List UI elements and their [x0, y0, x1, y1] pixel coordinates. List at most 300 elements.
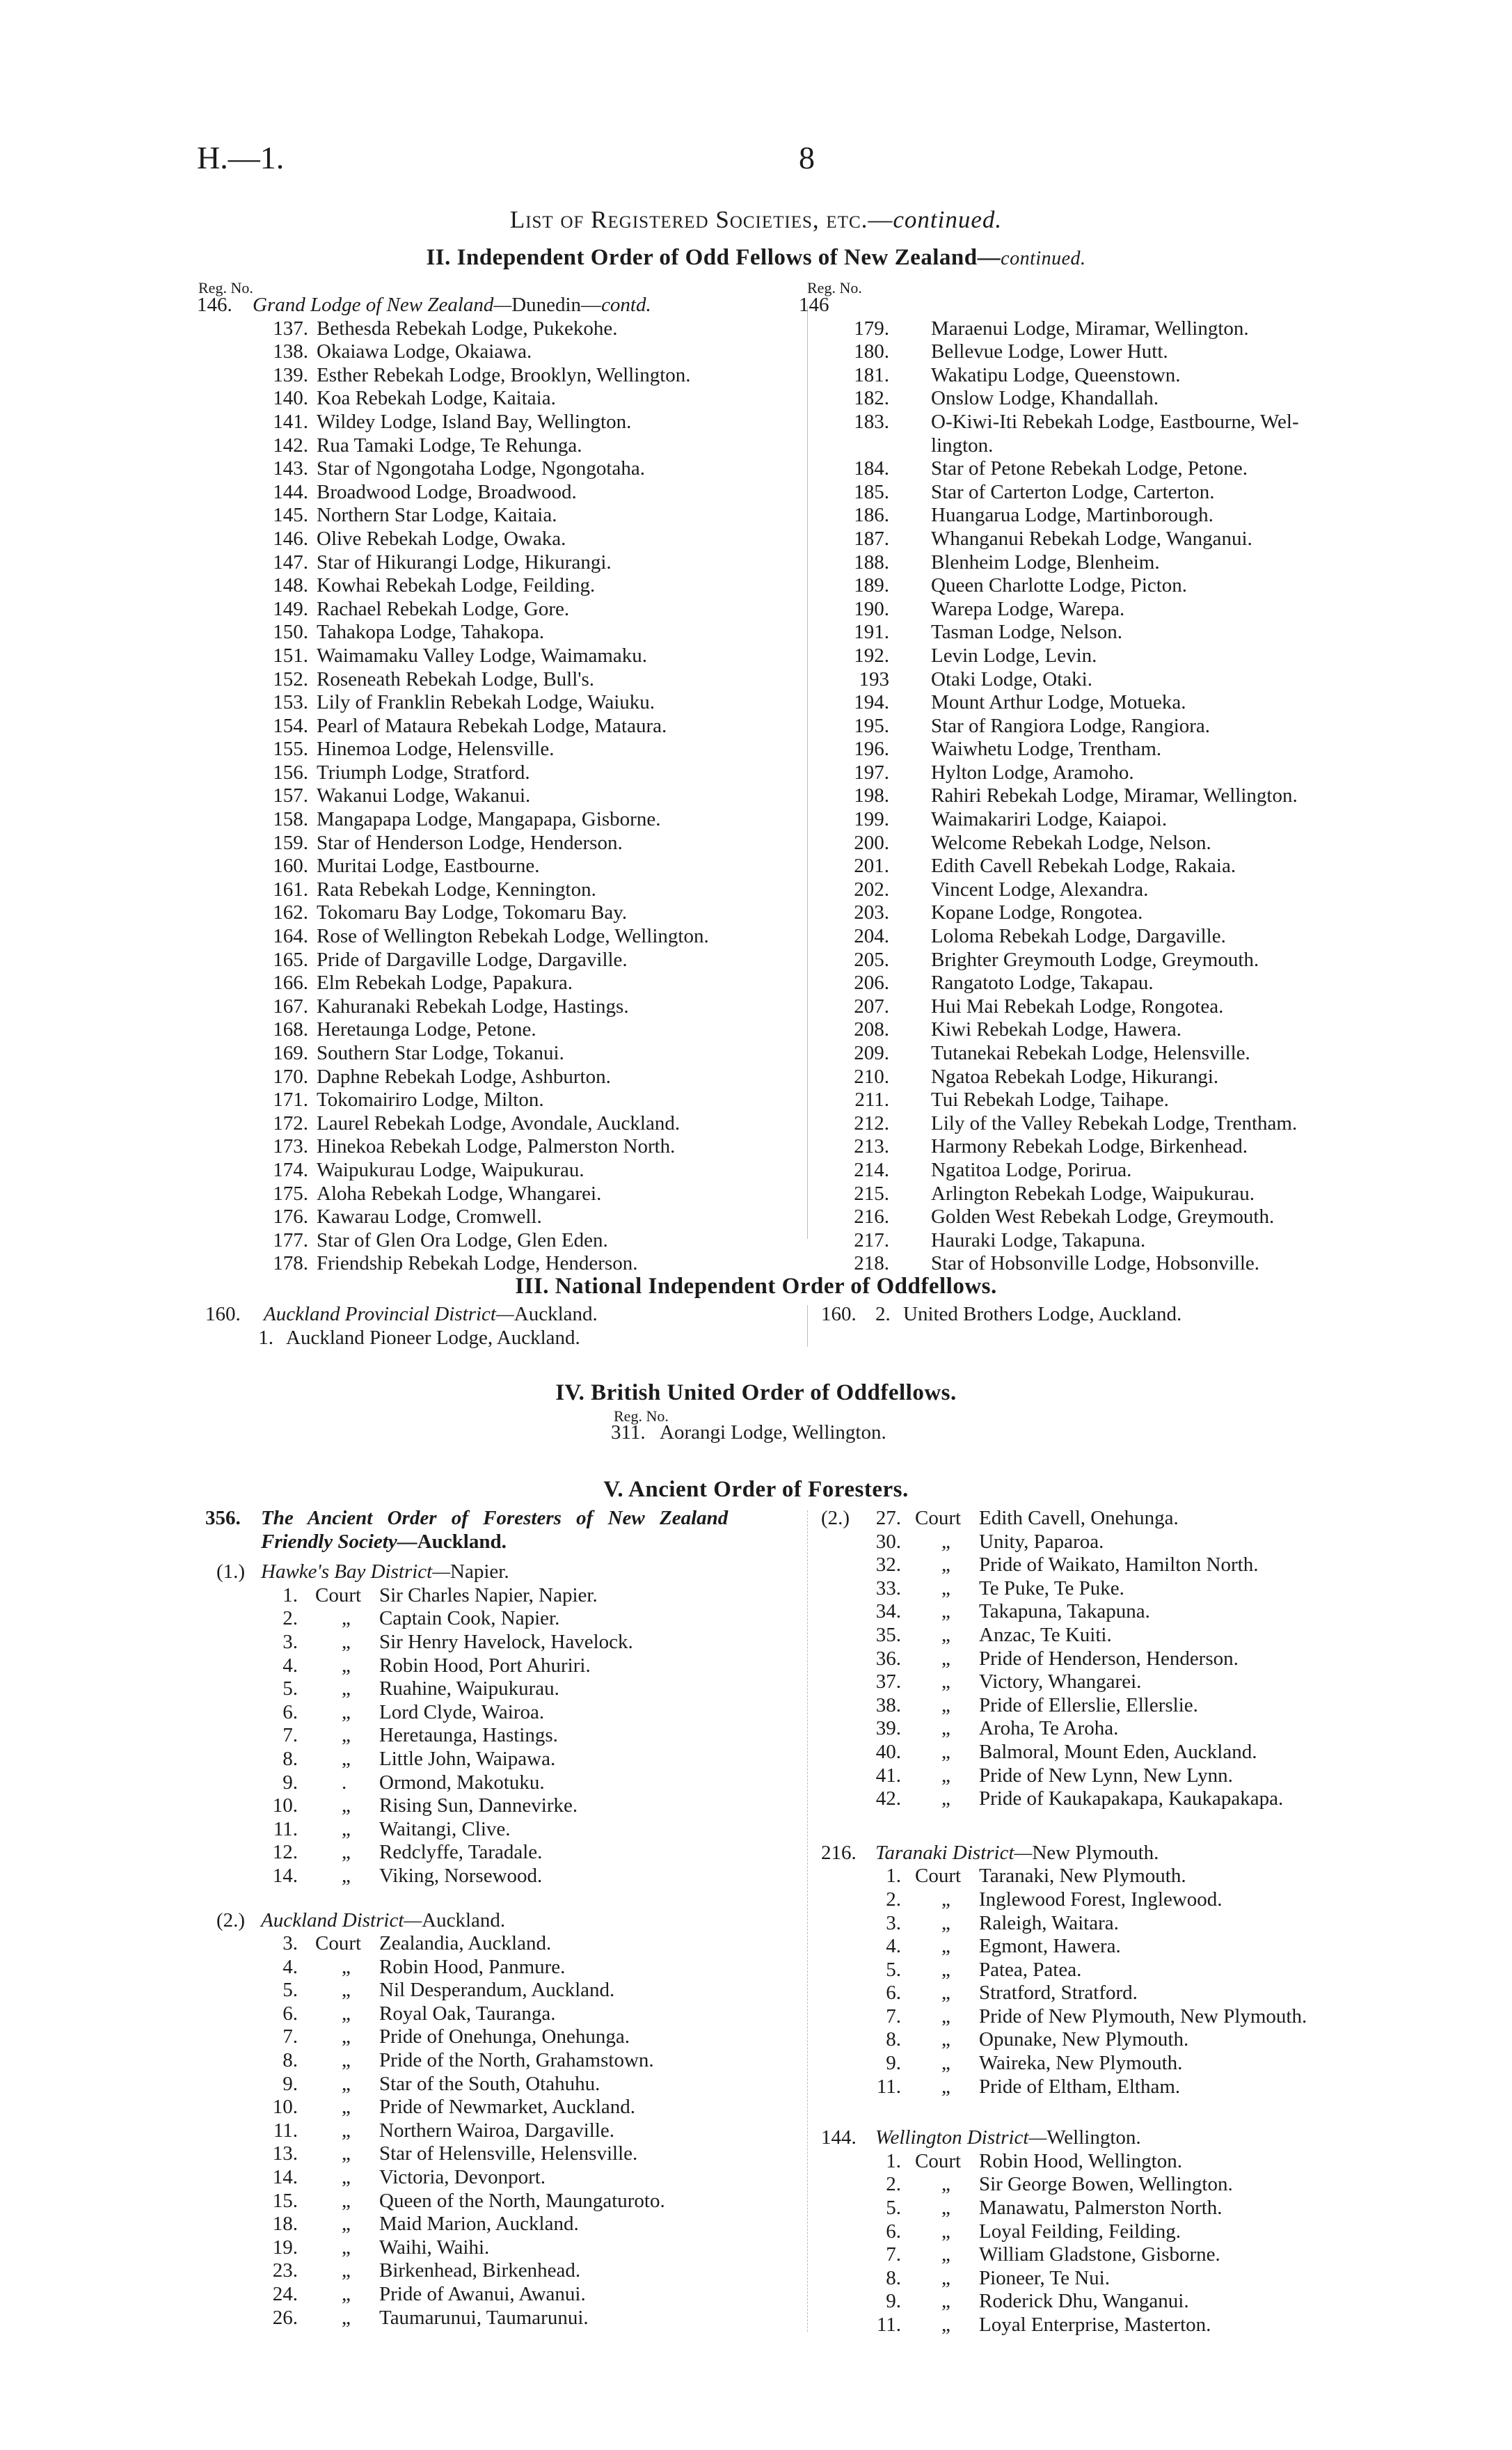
entry-text: Onslow Lodge, Khandallah.	[931, 387, 1159, 410]
entry-text: Tasman Lodge, Nelson.	[931, 621, 1123, 644]
entry-number: 158.	[273, 808, 308, 831]
court-number: 18.	[272, 2213, 298, 2236]
list-item	[799, 878, 1425, 902]
list-item	[799, 1089, 1425, 1112]
court-number: 11.	[876, 2075, 901, 2098]
court-name: Inglewood Forest, Inglewood.	[979, 1888, 1223, 1911]
list-item	[197, 715, 809, 738]
entry-number: 160.	[205, 1303, 241, 1325]
list-item	[197, 995, 809, 1019]
court-item	[197, 2307, 809, 2330]
list-item	[197, 668, 809, 692]
list-item	[799, 784, 1425, 808]
entry-number: 150.	[273, 621, 308, 644]
list-item	[197, 855, 809, 878]
entry-number: 182.	[854, 387, 889, 410]
entry-text: Star of Ngongotaha Lodge, Ngongotaha.	[317, 457, 645, 480]
ditto-mark: „	[342, 1794, 351, 1817]
court-name: Pioneer, Te Nui.	[979, 2266, 1110, 2289]
entry-text: Loloma Rebekah Lodge, Dargaville.	[931, 925, 1226, 948]
entry-number: 147.	[273, 551, 308, 574]
list-item	[197, 621, 809, 645]
list-item	[799, 1183, 1425, 1206]
court-name: Egmont, Hawera.	[979, 1935, 1121, 1958]
entry-number: 171.	[273, 1089, 308, 1112]
entry-text: Ngatitoa Lodge, Porirua.	[931, 1158, 1132, 1181]
court-number: 3.	[282, 1630, 298, 1653]
court-number: 9.	[886, 2052, 901, 2075]
entry-number: 212.	[854, 1112, 889, 1135]
entry-reg-number: 146	[799, 294, 829, 316]
ditto-mark: „	[941, 2290, 950, 2313]
ditto-mark: „	[941, 1958, 950, 1981]
ditto-mark: „	[342, 1724, 351, 1747]
list-item	[197, 504, 809, 528]
court-number: 9.	[282, 1771, 298, 1794]
ditto-mark: „	[941, 1982, 950, 2005]
court-item	[197, 1631, 809, 1654]
ditto-mark: „	[941, 2075, 950, 2098]
court-name: Edith Cavell, Onehunga.	[979, 1507, 1179, 1529]
entry-number: 170.	[273, 1065, 308, 1088]
list-item	[197, 691, 809, 715]
ditto-mark: „	[342, 1841, 351, 1864]
court-name: Manawatu, Palmerston North.	[979, 2197, 1223, 2220]
list-item	[799, 387, 1425, 411]
court-item	[197, 1584, 809, 1608]
entry-text: Rua Tamaki Lodge, Te Rehunga.	[317, 434, 582, 457]
society-name: Friendly Society—	[261, 1530, 417, 1553]
entry-text: Aloha Rebekah Lodge, Whangarei.	[317, 1182, 602, 1205]
court-number: 9.	[886, 2290, 901, 2313]
section-ii-left-list	[197, 294, 809, 1276]
court-item	[197, 2190, 809, 2213]
court-number: 8.	[282, 1747, 298, 1770]
section-ii-continued: continued.	[1001, 248, 1086, 269]
hawkes-bay-courts	[197, 1584, 809, 1888]
entry-text: Mount Arthur Lodge, Motueka.	[931, 691, 1186, 714]
entry-text: Harmony Rebekah Lodge, Birkenhead.	[931, 1135, 1248, 1158]
entry-text: Hinemoa Lodge, Helensville.	[317, 738, 555, 761]
court-name: Robin Hood, Wellington.	[979, 2149, 1182, 2172]
list-item	[197, 1159, 809, 1183]
court-number: 42.	[875, 1787, 901, 1810]
ditto-mark: „	[342, 2236, 351, 2259]
court-item	[197, 2283, 809, 2307]
list-item	[197, 434, 809, 458]
list-item	[197, 925, 809, 949]
entry-number: 166.	[273, 972, 308, 995]
column-divider	[807, 1510, 808, 2332]
list-item	[799, 855, 1425, 878]
entry-number: 159.	[273, 831, 308, 854]
entry-text: Waimakariri Lodge, Kaiapoi.	[931, 808, 1168, 831]
entry-text: Rachael Rebekah Lodge, Gore.	[317, 597, 570, 620]
district-text	[875, 2126, 1141, 2150]
court-name: Rising Sun, Dannevirke.	[379, 1794, 578, 1817]
entry-number: 177.	[273, 1228, 308, 1251]
court-number: 19.	[272, 2236, 298, 2259]
entry-number: 188.	[854, 551, 889, 574]
district-text	[875, 1842, 1159, 1865]
court-number: 4.	[282, 1654, 298, 1677]
entry-text: Broadwood Lodge, Broadwood.	[317, 480, 577, 503]
list-item	[197, 901, 809, 925]
list-item	[197, 411, 809, 434]
court-item	[821, 2052, 1447, 2076]
entry-text: Friendship Rebekah Lodge, Henderson.	[317, 1252, 638, 1275]
court-number: 11.	[273, 2119, 298, 2142]
court-item	[197, 2259, 809, 2283]
list-item	[799, 691, 1425, 715]
ditto-mark: „	[941, 1554, 950, 1576]
entry-number: 191.	[854, 621, 889, 644]
ditto-mark: „	[941, 1888, 950, 1911]
list-item	[197, 1183, 809, 1206]
entry-number: 197.	[854, 761, 889, 784]
ditto-mark: „	[941, 1530, 950, 1553]
court-item	[197, 2049, 809, 2073]
entry-text: Triumph Lodge, Stratford.	[317, 761, 530, 784]
entry-number: 160.	[273, 855, 308, 878]
district-name: Taranaki District—	[875, 1841, 1033, 1864]
court-item	[821, 2005, 1447, 2029]
section-ii-right-list	[799, 294, 1425, 1276]
court-name: Pride of Eltham, Eltham.	[979, 2075, 1181, 2098]
list-item	[197, 645, 809, 668]
society-number: 356.	[205, 1507, 241, 1529]
entry-text: Welcome Rebekah Lodge, Nelson.	[931, 831, 1211, 854]
entry-text: Elm Rebekah Lodge, Papakura.	[317, 972, 573, 995]
ditto-mark: „	[342, 2049, 351, 2072]
court-name: Opunake, New Plymouth.	[979, 2028, 1189, 2051]
list-item	[799, 1042, 1425, 1066]
court-number: 33.	[875, 1576, 901, 1599]
entry-text: Daphne Rebekah Lodge, Ashburton.	[317, 1065, 611, 1088]
court-label: Court	[315, 1932, 362, 1955]
court-name: Pride of the North, Grahamstown.	[379, 2049, 654, 2072]
entry-text: Tokomaru Bay Lodge, Tokomaru Bay.	[317, 901, 628, 924]
entry-number: 181.	[854, 363, 889, 386]
list-item	[799, 621, 1425, 645]
entry-number: 154.	[273, 714, 308, 737]
list-item	[799, 715, 1425, 738]
list-item	[197, 340, 809, 364]
entry-number: 193	[859, 667, 889, 690]
section-iii-heading: III. National Independent Order of Oddfellows.	[515, 1274, 997, 1299]
list-item	[197, 1303, 823, 1327]
entry-number: 198.	[854, 784, 889, 807]
court-item	[821, 1888, 1447, 1912]
ditto-mark: „	[941, 1600, 950, 1623]
entry-text: Kiwi Rebekah Lodge, Hawera.	[931, 1018, 1181, 1041]
court-item	[197, 1677, 809, 1701]
auckland-courts	[197, 1932, 809, 2330]
entry-text: Wakanui Lodge, Wakanui.	[317, 784, 531, 807]
ditto-mark: „	[342, 2259, 351, 2282]
ditto-mark: „	[342, 1864, 351, 1887]
court-name: Waihi, Waihi.	[379, 2236, 490, 2259]
court-item	[821, 2314, 1447, 2337]
court-name: Loyal Feilding, Feilding.	[979, 2220, 1181, 2243]
entry-number: 138.	[273, 340, 308, 363]
ditto-mark: „	[342, 1747, 351, 1770]
court-item	[197, 2213, 809, 2236]
entry-text: Okaiawa Lodge, Okaiawa.	[317, 340, 532, 363]
entry-number: 195.	[854, 714, 889, 737]
society-name-line2	[261, 1531, 507, 1554]
list-item	[197, 1206, 809, 1229]
court-number: 35.	[875, 1623, 901, 1646]
court-item	[821, 1912, 1447, 1936]
court-name: Roderick Dhu, Wanganui.	[979, 2290, 1189, 2313]
entry-number: 137.	[273, 317, 308, 340]
list-item	[197, 551, 809, 575]
entry-number: 174.	[273, 1158, 308, 1181]
ditto-mark: „	[342, 2072, 351, 2095]
list-item	[799, 1159, 1425, 1183]
ditto-mark: „	[941, 2052, 950, 2075]
court-item	[821, 2173, 1447, 2197]
list-item	[799, 411, 1425, 434]
court-number: 8.	[282, 2049, 298, 2072]
entry-text: Star of Henderson Lodge, Henderson.	[317, 831, 623, 854]
court-number: 38.	[875, 1693, 901, 1716]
entry-text: Tui Rebekah Lodge, Taihape.	[931, 1089, 1169, 1112]
court-item	[821, 1600, 1447, 1624]
entry-number: 157.	[273, 784, 308, 807]
court-name: Waireka, New Plymouth.	[979, 2052, 1183, 2075]
entry-text: Star of Carterton Lodge, Carterton.	[931, 480, 1215, 503]
court-label: Court	[915, 1865, 962, 1888]
page-number: 8	[799, 140, 815, 175]
entry-number: 152.	[273, 667, 308, 690]
entry-text: Hui Mai Rebekah Lodge, Rongotea.	[931, 995, 1224, 1018]
entry-text: Queen Charlotte Lodge, Picton.	[931, 574, 1188, 597]
court-number: 6.	[886, 1982, 901, 2005]
entry-text: Blenheim Lodge, Blenheim.	[931, 551, 1160, 574]
entry-number: 184.	[854, 457, 889, 480]
entry-text: Pearl of Mataura Rebekah Lodge, Mataura.	[317, 714, 667, 737]
court-item	[197, 1841, 809, 1865]
entry-number: 183.	[854, 410, 889, 433]
court-number: 7.	[886, 2243, 901, 2266]
entry-text: Bethesda Rebekah Lodge, Pukekohe.	[317, 317, 618, 340]
district-location: Napier.	[450, 1560, 509, 1583]
court-name: Waitangi, Clive.	[379, 1817, 511, 1840]
court-name: Viking, Norsewood.	[379, 1864, 543, 1887]
court-name: Taumarunui, Taumarunui.	[379, 2306, 589, 2329]
section-iii-right	[821, 1303, 1447, 1327]
entry-number: 214.	[854, 1158, 889, 1181]
court-number: 8.	[886, 2266, 901, 2289]
court-name: Star of the South, Otahuhu.	[379, 2072, 600, 2095]
court-item	[821, 1741, 1447, 1764]
court-item	[821, 2028, 1447, 2052]
section-v-left	[197, 1507, 809, 2330]
court-item	[197, 1979, 809, 2002]
court-name: Redclyffe, Taradale.	[379, 1841, 543, 1864]
list-item	[197, 528, 809, 551]
court-item	[197, 2002, 809, 2026]
entry-number: 217.	[854, 1228, 889, 1251]
court-number: 40.	[875, 1740, 901, 1763]
reg-no-label: Reg. No.	[614, 1407, 669, 1425]
list-item	[197, 832, 809, 855]
list-item	[799, 1252, 1425, 1276]
entry-text: Whanganui Rebekah Lodge, Wanganui.	[931, 527, 1252, 550]
court-name: Balmoral, Mount Eden, Auckland.	[979, 1740, 1257, 1763]
list-item	[799, 340, 1425, 364]
court-item	[197, 1794, 809, 1818]
court-number: 7.	[886, 2005, 901, 2028]
ditto-mark: „	[342, 2306, 351, 2329]
court-number: 5.	[282, 1677, 298, 1700]
court-item	[821, 1982, 1447, 2005]
entry-number: 201.	[854, 855, 889, 878]
ditto-mark: „	[941, 1740, 950, 1763]
entry-number: 205.	[854, 948, 889, 971]
entry-number: 151.	[273, 644, 308, 667]
ditto-mark: „	[941, 2314, 950, 2336]
district-text	[261, 1560, 509, 1584]
court-name: Sir Henry Havelock, Havelock.	[379, 1630, 633, 1653]
auckland-courts-continued	[821, 1507, 1447, 1811]
entry-text: Kowhai Rebekah Lodge, Feilding.	[317, 574, 596, 597]
court-label: Court	[315, 1583, 362, 1606]
court-name: Unity, Paparoa.	[979, 1530, 1104, 1553]
court-name: Little John, Waipawa.	[379, 1747, 556, 1770]
ditto-mark: „	[342, 2025, 351, 2048]
list-item	[799, 551, 1425, 575]
court-item	[821, 1865, 1447, 1888]
court-item	[197, 2073, 809, 2096]
district-name: Wellington District—	[875, 2126, 1047, 2149]
entry-number: 162.	[273, 901, 308, 924]
entry-number: 203.	[854, 901, 889, 924]
list-item	[197, 1089, 809, 1112]
court-name: Pride of Awanui, Awanui.	[379, 2283, 586, 2305]
entry-number: 216.	[854, 1206, 889, 1228]
court-item	[821, 1935, 1447, 1959]
entry-text: Kawarau Lodge, Cromwell.	[317, 1206, 542, 1228]
entry-number: 200.	[854, 831, 889, 854]
court-name: Pride of Onehunga, Onehunga.	[379, 2025, 630, 2048]
entry-text: lington.	[931, 434, 994, 457]
court-item	[821, 2197, 1447, 2220]
list-item	[197, 1018, 809, 1042]
court-name: Taranaki, New Plymouth.	[979, 1865, 1186, 1888]
ditto-mark: „	[941, 1935, 950, 1958]
court-name: Heretaunga, Hastings.	[379, 1724, 558, 1747]
court-name: Patea, Patea.	[979, 1958, 1082, 1981]
court-number: 5.	[282, 1979, 298, 2002]
court-item	[821, 1717, 1447, 1741]
court-number: 3.	[282, 1932, 298, 1955]
entry-text: Esther Rebekah Lodge, Brooklyn, Wellington.	[317, 363, 691, 386]
entry-text: Heretaunga Lodge, Petone.	[317, 1018, 536, 1041]
entry-number: 192.	[854, 644, 889, 667]
entry-number: 189.	[854, 574, 889, 597]
district-text	[261, 1909, 505, 1933]
court-name: Zealandia, Auckland.	[379, 1932, 552, 1955]
entry-number: 144.	[273, 480, 308, 503]
entry-text: Lily of Franklin Rebekah Lodge, Waiuku.	[317, 691, 655, 714]
court-item	[821, 2267, 1447, 2291]
court-name: Queen of the North, Maungaturoto.	[379, 2189, 665, 2212]
entry-text: United Brothers Lodge, Auckland.	[903, 1303, 1182, 1325]
district-location: Auckland.	[514, 1303, 598, 1325]
entry-text: Kopane Lodge, Rongotea.	[931, 901, 1143, 924]
list-item	[799, 504, 1425, 528]
court-item	[197, 1771, 809, 1795]
district-name: Auckland Provincial District—	[264, 1303, 514, 1325]
court-number: 13.	[272, 2142, 298, 2165]
entry-text: Hauraki Lodge, Takapuna.	[931, 1228, 1146, 1251]
list-item	[799, 1066, 1425, 1089]
court-item	[197, 1724, 809, 1748]
entry-text: Bellevue Lodge, Lower Hutt.	[931, 340, 1168, 363]
entry-text: Rahiri Rebekah Lodge, Miramar, Wellington.	[931, 784, 1298, 807]
list-item	[799, 574, 1425, 598]
court-item	[821, 1670, 1447, 1694]
court-number: 11.	[876, 2314, 901, 2336]
grand-lodge-name: Grand Lodge of New Zealand—	[253, 294, 512, 316]
court-name: Anzac, Te Kuiti.	[979, 1623, 1112, 1646]
court-number: 1.	[886, 1865, 901, 1888]
list-item	[799, 481, 1425, 505]
list-item	[197, 1042, 809, 1066]
court-number: 4.	[282, 1955, 298, 1978]
entry-text: Waipukurau Lodge, Waipukurau.	[317, 1158, 584, 1181]
entry-text: Star of Glen Ora Lodge, Glen Eden.	[317, 1228, 608, 1251]
list-item	[197, 1229, 809, 1253]
district-name: Hawke's Bay District—	[261, 1560, 451, 1583]
entry-number: 211.	[854, 1089, 889, 1112]
court-number: 7.	[282, 1724, 298, 1747]
court-name: Nil Desperandum, Auckland.	[379, 1979, 615, 2002]
court-name: Victory, Whangarei.	[979, 1670, 1142, 1693]
entry-text: Koa Rebekah Lodge, Kaitaia.	[317, 387, 556, 410]
entry-number: 146.	[197, 294, 232, 316]
court-number: 12.	[272, 1841, 298, 1864]
entry-text: Star of Hobsonville Lodge, Hobsonville.	[931, 1252, 1260, 1275]
ditto-mark: .	[342, 1771, 347, 1794]
court-name: Star of Helensville, Helensville.	[379, 2142, 638, 2165]
ditto-mark: „	[342, 2096, 351, 2119]
entry-text: Muritai Lodge, Eastbourne.	[317, 855, 540, 878]
entry-number: 172.	[273, 1112, 308, 1135]
right-head-row	[799, 294, 1425, 317]
court-number: 2.	[886, 1888, 901, 1911]
list-item	[197, 457, 809, 481]
ditto-mark: „	[342, 1817, 351, 1840]
title-main: List of Registered Societies,	[509, 206, 820, 233]
list-item	[799, 668, 1425, 692]
court-item	[821, 1507, 1447, 1531]
list-item	[799, 832, 1425, 855]
list-item	[197, 317, 809, 341]
entry-text: Star of Petone Rebekah Lodge, Petone.	[931, 457, 1248, 480]
list-item	[197, 387, 809, 411]
entry-text: Wildey Lodge, Island Bay, Wellington.	[317, 410, 632, 433]
court-number: 15.	[272, 2189, 298, 2212]
list-item	[799, 995, 1425, 1019]
ditto-mark: „	[342, 1654, 351, 1677]
list-item	[799, 738, 1425, 761]
section-iv-heading: IV. British United Order of Oddfellows.	[555, 1380, 957, 1405]
court-item	[197, 1607, 809, 1631]
